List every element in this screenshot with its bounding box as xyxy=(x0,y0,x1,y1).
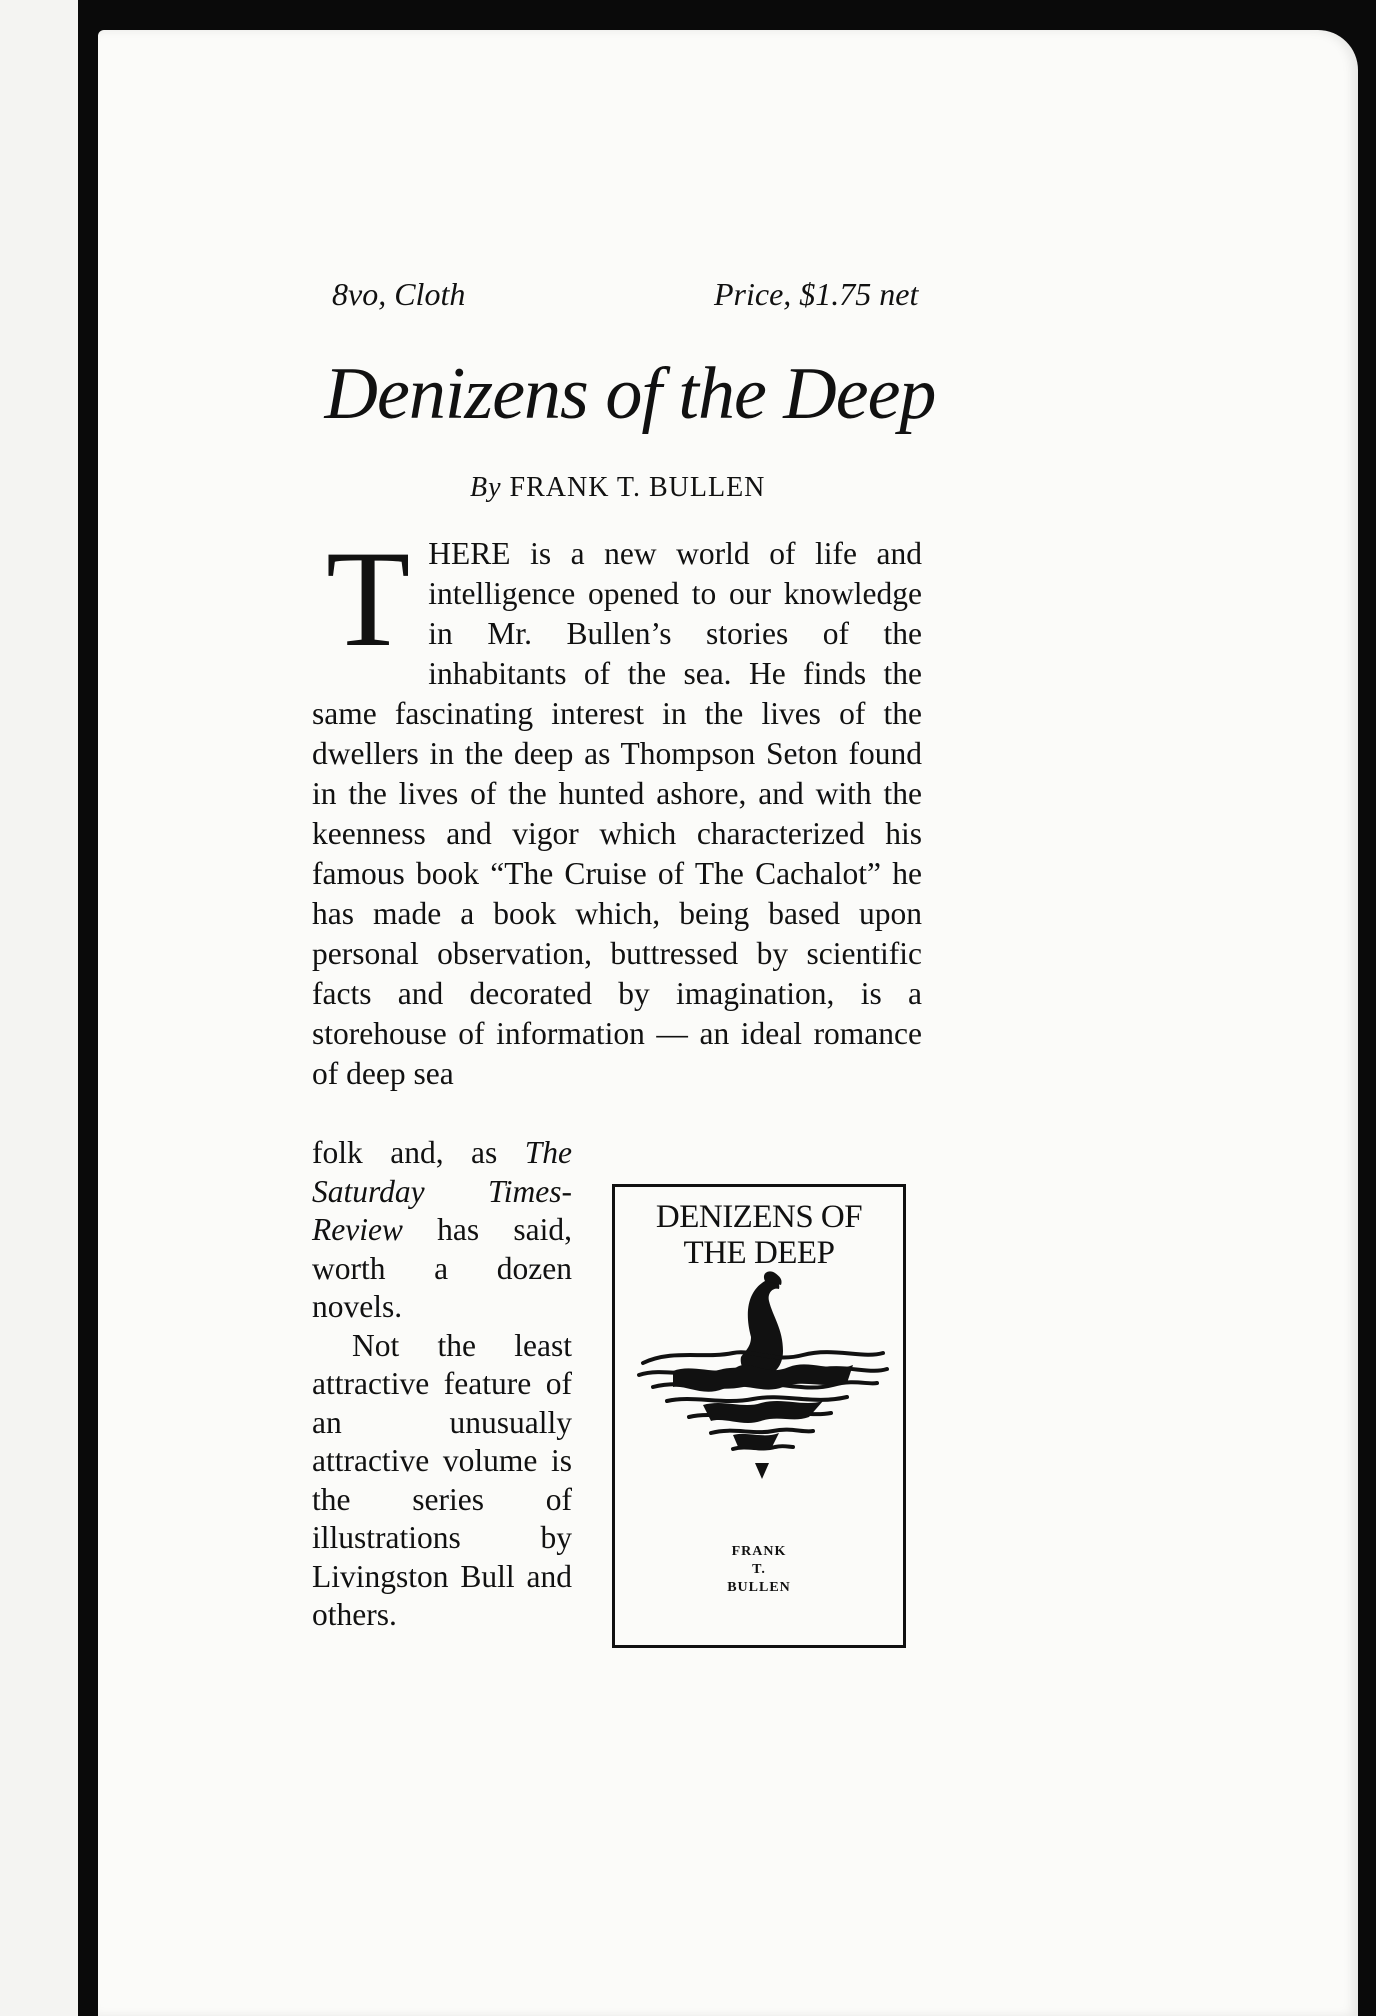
cover-title: DENIZENS OF THE DEEP xyxy=(655,1199,863,1271)
continuation-paragraph: folk and, as The Saturday Times-Review has said, worth a dozen novels. xyxy=(312,1135,572,1324)
description-continuation xyxy=(312,1134,572,1635)
byline-prefix: By xyxy=(470,472,502,503)
book-cover-illustration xyxy=(612,1184,906,1648)
description-text: HERE is a new world of life and intelligence opened to our knowledge in Mr. Bullen’s stories of the inhabitants of the sea. He finds the same fascinating interest in the lives of the dwellers in the deep as Thompson Seton found in the lives of the hunted ashore, and with the keenness and vigor which characterized his famous book “The Cruise of The Cachalot” he has made a book which, being based upon personal observation, buttressed by scientific facts and decorated by imagination, is a storehouse of information — an ideal romance of deep sea xyxy=(312,536,922,1091)
periodical-name: The Saturday Times-Review xyxy=(312,1135,572,1247)
author-name: FRANK T. BULLEN xyxy=(509,472,766,503)
cover-author: FRANK T. BULLEN xyxy=(727,1544,791,1595)
book-title: Denizens of the Deep xyxy=(324,353,936,435)
price-label: Price, $1.75 net xyxy=(714,276,919,312)
drop-cap: T xyxy=(326,522,411,675)
description-paragraph xyxy=(312,522,922,1094)
illustrations-paragraph: Not the least attractive feature of an unusually attractive volume is the series of illustrations by Livingston Bull and others. xyxy=(312,1327,572,1632)
adjacent-page-edge xyxy=(0,0,78,2016)
whale-tail-icon xyxy=(633,1267,891,1483)
format-label: 8vo, Cloth xyxy=(332,276,466,312)
byline xyxy=(470,472,765,504)
